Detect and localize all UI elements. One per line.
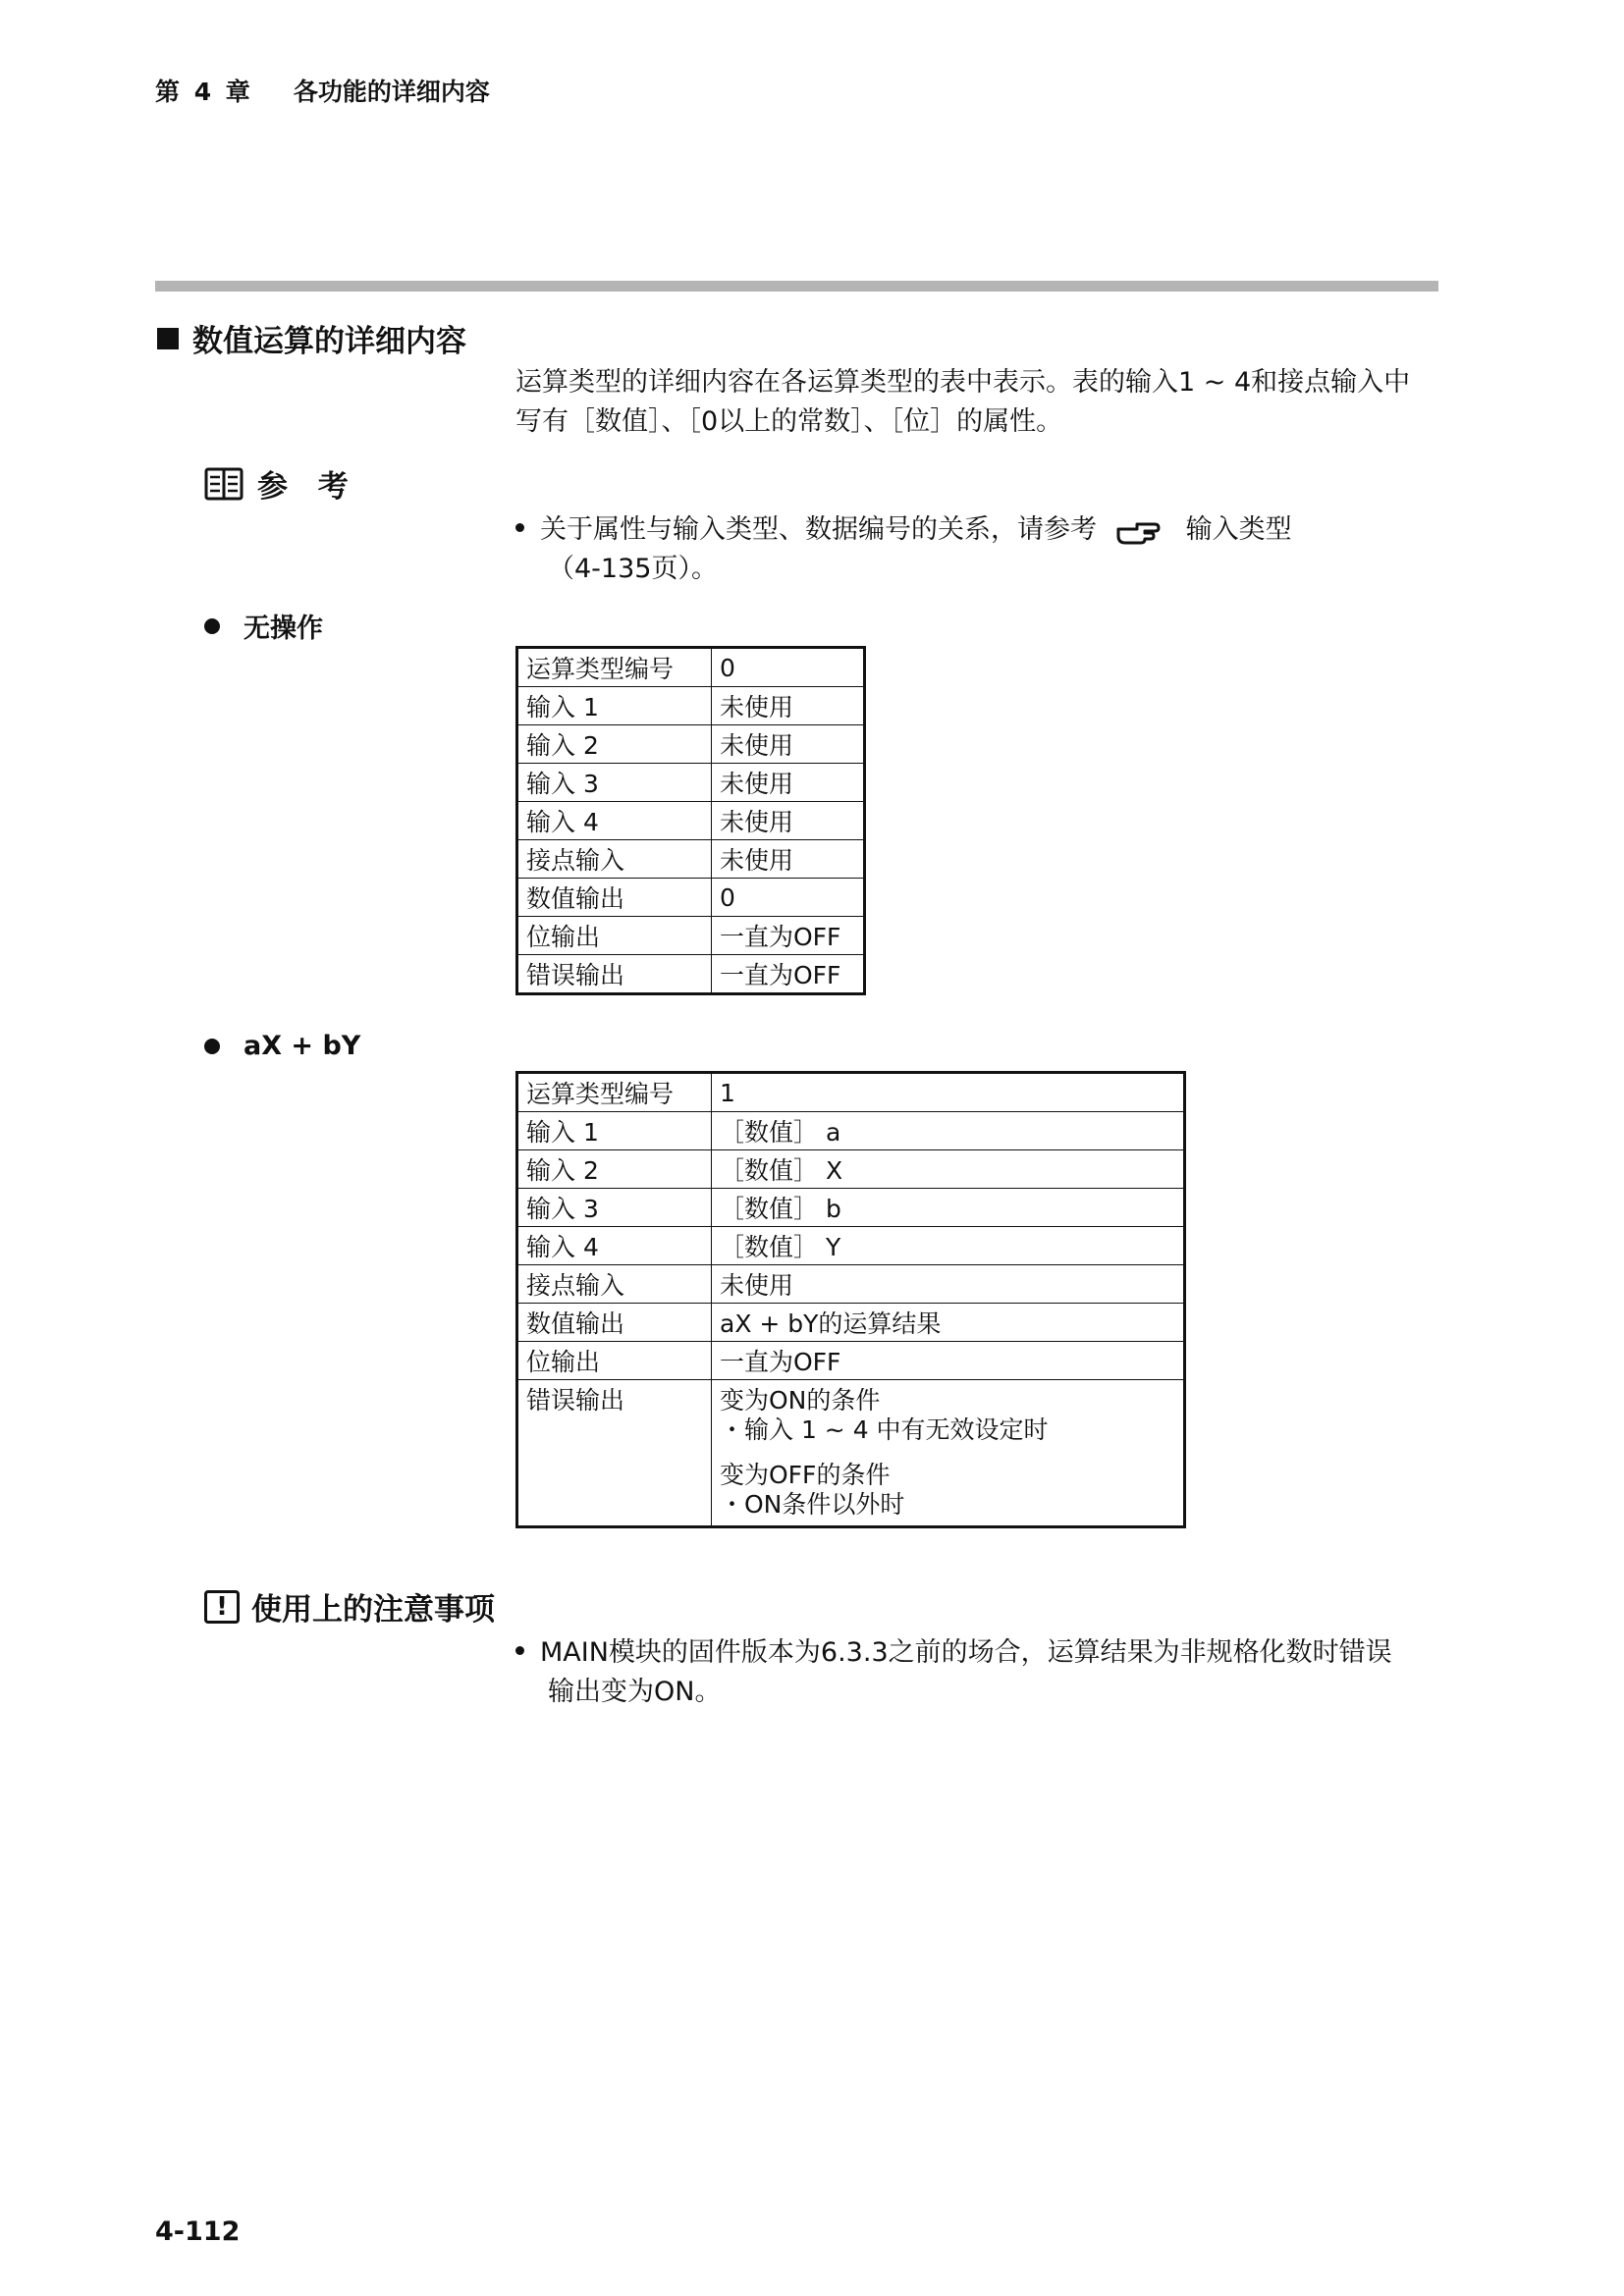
reference-note-text: 关于属性与输入类型、数据编号的关系，请参考 [540, 514, 1097, 545]
table-row [517, 687, 865, 725]
chapter-header: 第 4 章 各功能的详细内容 [155, 78, 490, 106]
bullet-dot [515, 1646, 524, 1655]
book-icon [204, 465, 244, 503]
table-row [517, 1189, 1185, 1227]
table-cell-value: 未使用 [712, 840, 865, 879]
table-row [517, 1150, 1185, 1189]
reference-note [515, 510, 1438, 589]
table-cell-value: ［数值］ b [712, 1189, 1185, 1227]
table-row [517, 764, 865, 802]
op0-heading [204, 607, 323, 645]
table-cell-key: 数值输出 [517, 879, 712, 917]
table-cell-value: 未使用 [712, 1265, 1185, 1304]
page-number: 4-112 [155, 2216, 241, 2247]
table-row [517, 879, 865, 917]
table-cell-key: 接点输入 [517, 1265, 712, 1304]
bullet-dot [515, 523, 524, 532]
table-cell-value: ［数值］ X [712, 1150, 1185, 1189]
table-row [517, 955, 865, 994]
table-cell-key: 输入 3 [517, 1189, 712, 1227]
table-row [517, 1380, 1185, 1527]
table-cell-value: ［数值］ Y [712, 1227, 1185, 1265]
error-off-title: 变为OFF的条件 [720, 1461, 891, 1489]
error-output-conditions [712, 1380, 1185, 1527]
table-cell-key: 接点输入 [517, 840, 712, 879]
table-cell-value: ［数值］ a [712, 1112, 1185, 1150]
table-cell-value: 一直为OFF [712, 1342, 1185, 1380]
table-row [517, 802, 865, 840]
table-cell-key: 输入 2 [517, 725, 712, 764]
table-row [517, 840, 865, 879]
intro-paragraph [515, 363, 1438, 442]
op0-title: 无操作 [244, 614, 323, 644]
caution-label: 使用上的注意事项 [251, 1592, 495, 1628]
table-cell-key: 位输出 [517, 917, 712, 955]
table-cell-value: 1 [712, 1073, 1185, 1112]
table-row [517, 1304, 1185, 1342]
op1-heading [204, 1031, 360, 1061]
table-cell-value: 一直为OFF [712, 917, 865, 955]
error-off-item: ・ON条件以外时 [720, 1490, 905, 1519]
reference-page: （4-135页）。 [548, 554, 718, 584]
table-cell-key: 位输出 [517, 1342, 712, 1380]
error-on-item: ・输入 1 ~ 4 中有无效设定时 [720, 1415, 1049, 1444]
square-bullet-icon [157, 328, 179, 349]
intro-line-1: 运算类型的详细内容在各运算类型的表中表示。表的输入1 ~ 4和接点输入中 [515, 367, 1411, 398]
table-cell-key: 输入 1 [517, 1112, 712, 1150]
section-title-text: 数值运算的详细内容 [192, 324, 466, 359]
op1-title: aX + bY [244, 1031, 361, 1061]
table-row [517, 1265, 1185, 1304]
table-row [517, 1073, 1185, 1112]
error-on-title: 变为ON的条件 [720, 1386, 881, 1415]
table-cell-value: 未使用 [712, 687, 865, 725]
table-row [517, 1227, 1185, 1265]
table-cell-value: 未使用 [712, 764, 865, 802]
table-cell-key: 运算类型编号 [517, 1073, 712, 1112]
table-row [517, 1342, 1185, 1380]
table-cell-key: 输入 3 [517, 764, 712, 802]
table-cell-value: 一直为OFF [712, 955, 865, 994]
caution-line-1: MAIN模块的固件版本为6.3.3之前的场合，运算结果为非规格化数时错误 [540, 1637, 1392, 1668]
table-cell-key: 输入 4 [517, 1227, 712, 1265]
table-cell-key: 输入 2 [517, 1150, 712, 1189]
reference-heading [204, 461, 358, 506]
table-cell-value: 未使用 [712, 802, 865, 840]
bullet-dot [204, 618, 220, 634]
exclamation-icon: ! [204, 1590, 240, 1624]
table-cell-key: 数值输出 [517, 1304, 712, 1342]
caution-line-2: 输出变为ON。 [548, 1677, 722, 1707]
caution-heading [204, 1584, 495, 1629]
op1-table [515, 1071, 1186, 1528]
table-row [517, 1112, 1185, 1150]
bullet-dot [204, 1039, 220, 1054]
table-cell-key: 输入 4 [517, 802, 712, 840]
reference-label: 参 考 [257, 469, 358, 505]
table-cell-key: 错误输出 [517, 955, 712, 994]
table-cell-key: 输入 1 [517, 687, 712, 725]
section-divider [155, 281, 1438, 292]
table-cell-value: 0 [712, 648, 865, 687]
op0-table [515, 646, 866, 995]
pointing-hand-icon [1115, 516, 1161, 546]
table-row [517, 725, 865, 764]
intro-line-2: 写有［数值］、［0以上的常数］、［位］的属性。 [515, 406, 1063, 437]
caution-note [515, 1633, 1438, 1712]
section-title [157, 316, 466, 360]
table-cell-value: 0 [712, 879, 865, 917]
table-cell-value: aX + bY的运算结果 [712, 1304, 1185, 1342]
table-cell-key: 运算类型编号 [517, 648, 712, 687]
table-row [517, 917, 865, 955]
table-row [517, 648, 865, 687]
table-cell-key: 错误输出 [517, 1380, 712, 1527]
table-cell-value: 未使用 [712, 725, 865, 764]
reference-link-text[interactable]: 输入类型 [1185, 514, 1292, 545]
